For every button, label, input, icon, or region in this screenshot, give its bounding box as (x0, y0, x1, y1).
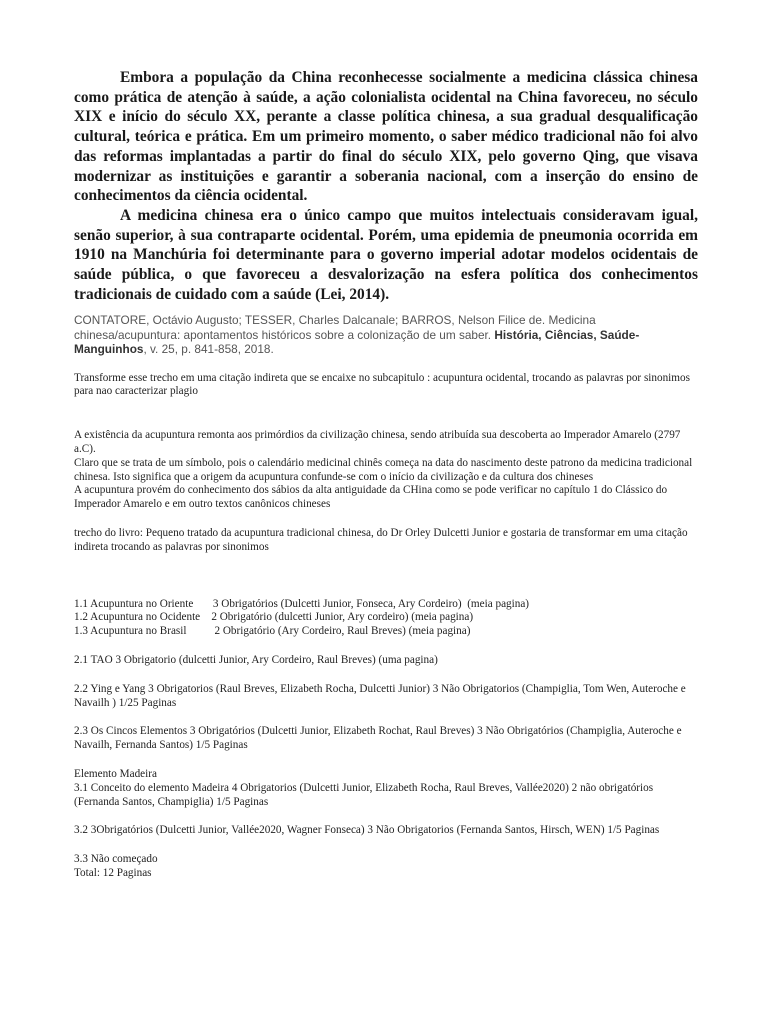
outline-heading-elemento-madeira: Elemento Madeira (74, 768, 157, 780)
reference-journal: História, Ciências, Saúde-Manguinhos (74, 327, 640, 357)
quoted-paragraph-2: A medicina chinesa era o único campo que muitos intelectuais consideravam igual, senão superior, à sua contraparte ocidental. Porém, uma epidemia de pneumonia ocorrida em 1910 na Manchúria foi determinante para o governo imperial adotar modelos ocidentais de saúde pública, o que favoreceu a desvalorização na esfera política dos conhecimentos tradicionais de cuidado com a saúde (Lei, 2014). (74, 206, 698, 303)
outline-item-1-3: 1.3 Acupuntura no Brasil 2 Obrigatório (Ary Cordeiro, Raul Breves) (meia pagina) (74, 625, 471, 638)
book-excerpt (74, 429, 698, 512)
outline-item-1-2: 1.2 Acupuntura no Ocidente 2 Obrigatório (dulcetti Junior, Ary cordeiro) (meia pagina) (74, 611, 474, 624)
outline-item-3-2: 3.2 3Obrigatórios (Dulcetti Junior, Vallée2020, Wagner Fonseca) 3 Não Obrigatorios (Fernanda Santos, Hirsch, WEN) 1/5 Paginas (74, 824, 660, 837)
outline-item-2-1: 2.1 TAO 3 Obrigatorio (dulcetti Junior, Ary Cordeiro, Raul Breves) (uma pagina) (74, 654, 438, 667)
book-note: trecho do livro: Pequeno tratado da acupuntura tradicional chinesa, do Dr Orley Dulcetti Junior e gostaria de transformar em uma citação indireta trocando as palavras por sinonimos (74, 527, 688, 553)
excerpt-line-1: A existência da acupuntura remonta aos primórdios da civilização chinesa, sendo atribuída sua descoberta ao Imperador Amarelo (2797 a.C). (74, 429, 681, 456)
reference-authors-title: CONTATORE, Octávio Augusto; TESSER, Charles Dalcanale; BARROS, Nelson Filice de. Medicina chinesa/acupuntura: apontamentos históricos sobre a colonização de um saber. (74, 313, 596, 342)
outline-total: Total: 12 Paginas (74, 866, 152, 879)
outline-footer (74, 853, 698, 881)
document-page (74, 68, 698, 881)
outline-item-2-3: 2.3 Os Cincos Elementos 3 Obrigatórios (Dulcetti Junior, Elizabeth Rochat, Raul Breves) 3 Não Obrigatórios (Champiglia, Auteroche e Navailh, Fernanda Santos) 1/5 Paginas (74, 725, 682, 752)
outline-section-3 (74, 768, 698, 809)
outline-item-2-2: 2.2 Ying e Yang 3 Obrigatorios (Raul Breves, Elizabeth Rocha, Dulcetti Junior) 3 Não Obrigatorios (Champiglia, Tom Wen, Auteroche e Navailh ) 1/25 Paginas (74, 682, 686, 709)
paraphrase-instruction: Transforme esse trecho em uma citação indireta que se encaixe no subcapitulo : acupuntura ocidental, trocando as palavras por sinonimos para nao caracterizar plagio (74, 371, 690, 398)
quoted-paragraph-1: Embora a população da China reconhecesse socialmente a medicina clássica chinesa como prática de atenção à saúde, a ação colonialista ocidental na China favoreceu, no século XIX e início do século XX, perante a classe política chinesa, a sua gradual desqualificação cultural, teórica e prática. Em um primeiro momento, o saber médico tradicional não foi alvo das reformas implantadas a partir do final do século XIX, pelo governo Qing, que visava modernizar as instituições e garantir a soberania nacional, com a inserção do ensino de conhecimentos da ciência ocidental. (74, 69, 698, 205)
outline-item-1-1: 1.1 Acupuntura no Oriente 3 Obrigatórios (Dulcetti Junior, Fonseca, Ary Cordeiro) (meia pagina) (74, 597, 530, 610)
reference-details: , v. 25, p. 841-858, 2018. (143, 342, 274, 357)
outline-item-3-1: 3.1 Conceito do elemento Madeira 4 Obrigatorios (Dulcetti Junior, Elizabeth Rocha, Raul Breves, Vallée2020) 2 não obrigatórios (Fernanda Santos, Champiglia) 1/5 Paginas (74, 781, 654, 808)
outline-section-1 (74, 598, 698, 639)
excerpt-line-3: A acupuntura provém do conhecimento dos sábios da alta antiguidade da CHina como se pode verificar no capítulo 1 do Clássico do Imperador Amarelo e em outro textos canônicos chineses (74, 484, 668, 511)
outline-item-3-3: 3.3 Não começado (74, 853, 158, 866)
excerpt-line-2: Claro que se trata de um símbolo, pois o calendário medicinal chinês começa na data do nascimento deste patrono da medicina tradicional chinesa. Isto significa que a origem da acupuntura confunde-se com o início da civilização e da cultura dos chineses (74, 456, 693, 483)
bibliographic-reference (74, 313, 694, 356)
